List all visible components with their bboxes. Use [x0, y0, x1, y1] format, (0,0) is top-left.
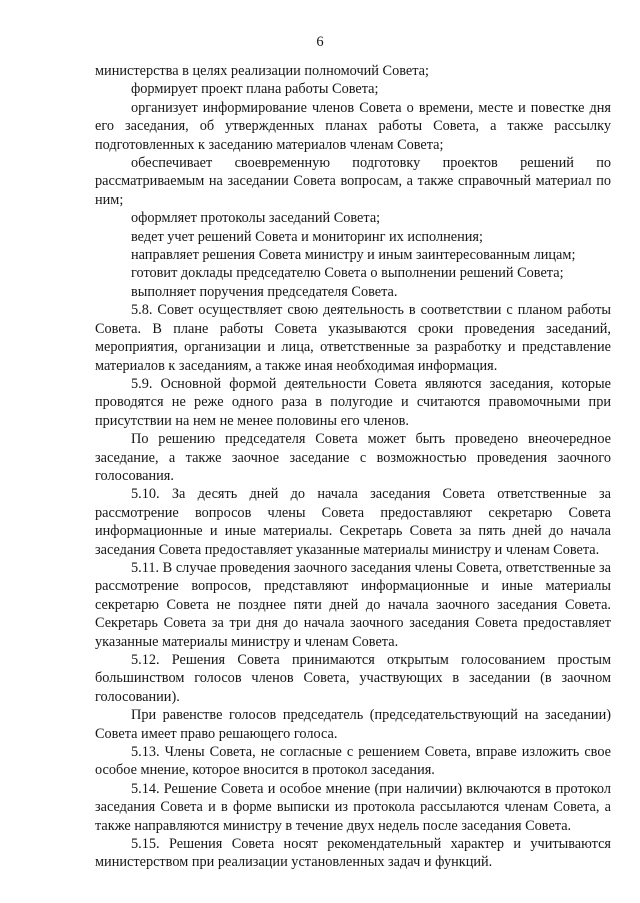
paragraph: министерства в целях реализации полномочий Совета;	[95, 63, 429, 79]
section-5-13: 5.13. Члены Совета, не согласные с решением Совета, вправе изложить свое особое мнение, которое вносится в протокол заседания.	[95, 744, 611, 779]
paragraph: направляет решения Совета министру и иным заинтересованным лицам;	[131, 247, 576, 264]
section-5-9: 5.9. Основной формой деятельности Совета являются заседания, которые проводятся не реже одного раза в полугодие и считаются правомочными при присутствии на нем не менее половины его членов.	[95, 375, 611, 429]
section-5-14: 5.14. Решение Совета и особое мнение (при наличии) включаются в протокол заседания Совета и в форме выписки из протокола рассылаются членам Совета, а также направляются министру в течение двух недель после заседания Совета.	[95, 780, 611, 834]
paragraph: При равенстве голосов председатель (председательствующий на заседании) Совета имеет право решающего голоса.	[95, 707, 611, 742]
section-5-10: 5.10. За десять дней до начала заседания Совета ответственные за рассмотрение вопросов члены Совета предоставляют секретарю Совета информационные и иные материалы. Секретарь Совета за пять дней до начала заседания Совета предоставляет указанные материалы министру и членам Совета.	[95, 486, 611, 558]
page-number: 6	[316, 34, 324, 50]
paragraph: По решению председателя Совета может быть проведено внеочередное заседание, а также заочное заседание с возможностью проведения заочного голосования.	[95, 431, 611, 484]
section-5-11: 5.11. В случае проведения заочного заседания члены Совета, ответственные за рассмотрение вопросов, представляют информационные и иные материалы секретарю Совета не позднее пяти дней до начала заочного заседания Совета. Секретарь Совета за три дня до начала заочного заседания Совета предоставляет указанные материалы министру и членам Совета.	[95, 559, 611, 650]
document-body	[95, 62, 611, 872]
section-5-15: 5.15. Решения Совета носят рекомендательный характер и учитываются министерством при реализации установленных задач и функций.	[95, 836, 611, 871]
section-5-8: 5.8. Совет осуществляет свою деятельность в соответствии с планом работы Совета. В плане работы Совета указываются сроки проведения заседаний, мероприятия, организации и лица, ответственные за разработку и представление материалов к заседаниям, а также иная необходимая информация.	[95, 302, 611, 374]
paragraph: выполняет поручения председателя Совета.	[131, 283, 398, 300]
paragraph: оформляет протоколы заседаний Совета;	[131, 210, 381, 227]
paragraph: готовит доклады председателю Совета о выполнении решений Совета;	[131, 265, 564, 282]
paragraph: организует информирование членов Совета о времени, месте и повестке дня его заседания, об утвержденных планах работы Совета, а также рассылку подготовленных к заседанию материалов членам Совета;	[95, 99, 611, 153]
section-5-12: 5.12. Решения Совета принимаются открытым голосованием простым большинством голосов членов Совета, участвующих в заседании (в заочном голосовании).	[95, 652, 611, 705]
paragraph: ведет учет решений Совета и мониторинг их исполнения;	[131, 228, 483, 245]
paragraph: формирует проект плана работы Совета;	[131, 81, 379, 98]
paragraph: обеспечивает своевременную подготовку проектов решений по рассматриваемым на заседании Совета вопросам, а также справочный материал по ним;	[95, 155, 611, 208]
